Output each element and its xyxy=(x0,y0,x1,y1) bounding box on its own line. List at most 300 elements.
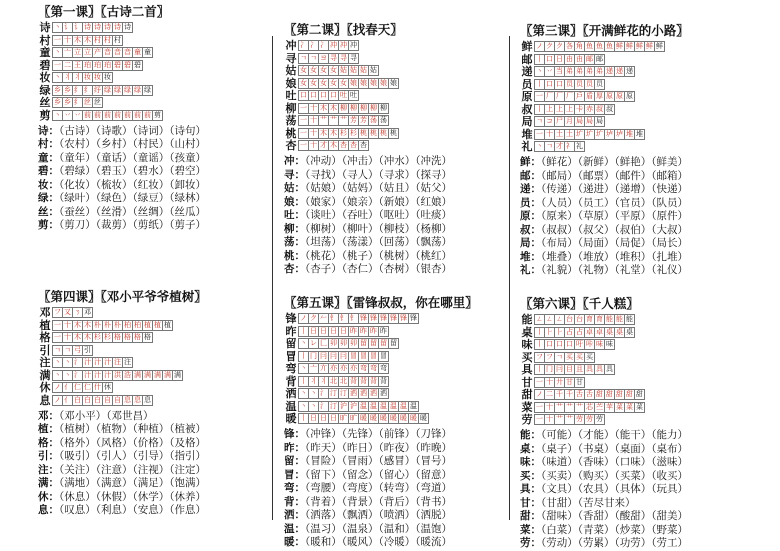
word-row xyxy=(520,524,765,538)
stroke-box: 王 xyxy=(74,60,81,69)
stroke-char: 员 xyxy=(521,77,533,91)
stroke-order-row xyxy=(284,363,529,374)
word-row xyxy=(38,125,283,139)
stroke-box: 一 xyxy=(300,103,307,112)
stroke-box: 冒 xyxy=(380,351,387,360)
stroke-boxes xyxy=(52,370,182,381)
stroke-box: 卯 xyxy=(340,339,347,347)
stroke-box: 温 xyxy=(360,401,367,410)
stroke-box: 叔 xyxy=(606,104,613,113)
stroke-box: 甜 xyxy=(626,390,633,398)
stroke-boxes xyxy=(52,382,112,393)
word-head-char: 弯： xyxy=(284,482,305,494)
stroke-box: 引 xyxy=(84,345,91,354)
stroke-order-row xyxy=(284,90,529,101)
stroke-box: ク xyxy=(310,314,317,322)
stroke-boxes xyxy=(534,104,614,115)
word-examples: （温习）（温泉）（温和）（温饱） xyxy=(305,522,452,535)
stroke-box: 温 xyxy=(410,401,417,410)
stroke-box: 暖 xyxy=(380,414,387,422)
stroke-box: 上 xyxy=(566,104,573,113)
word-examples: （童年）（童话）（童谣）（孩童） xyxy=(59,151,206,164)
stroke-box: 温 xyxy=(400,401,407,410)
stroke-box: 弟 xyxy=(586,67,593,75)
stroke-box: 口 xyxy=(300,91,307,99)
stroke-box: 亣 xyxy=(320,364,327,372)
stroke-char: 堆 xyxy=(521,127,533,141)
stroke-box: 邮 xyxy=(586,54,593,63)
stroke-box: 童 xyxy=(144,48,151,56)
stroke-box: 讠 xyxy=(64,23,71,31)
word-row xyxy=(38,477,283,491)
stroke-box: 格 xyxy=(124,333,131,341)
stroke-box: 日 xyxy=(310,414,317,422)
stroke-box: 暖 xyxy=(410,414,417,422)
stroke-box: 一 xyxy=(54,35,61,44)
stroke-order-row xyxy=(38,60,283,71)
stroke-box: 递 xyxy=(616,67,623,75)
stroke-box: 艹 xyxy=(556,402,563,411)
stroke-box: 丶 xyxy=(310,401,317,410)
stroke-char: 柳 xyxy=(285,101,297,115)
word-examples: （格外）（风格）（价格）（及格） xyxy=(59,436,206,449)
stroke-box: 冃 xyxy=(340,351,347,360)
stroke-box: 丨 xyxy=(300,376,307,385)
stroke-boxes xyxy=(534,54,604,65)
word-examples: （叹息）（利息）（安息）（作息） xyxy=(59,504,206,516)
word-head-char: 碧： xyxy=(38,165,59,177)
stroke-box: 匚 xyxy=(320,339,327,347)
stroke-box: ㄥ xyxy=(546,315,553,323)
lesson-5 xyxy=(284,295,529,550)
stroke-box: 口 xyxy=(556,79,563,88)
stroke-boxes xyxy=(52,395,152,406)
word-row xyxy=(284,469,529,483)
stroke-box: 丨 xyxy=(536,104,543,113)
stroke-box: 廾 xyxy=(556,377,563,386)
stroke-box: 日 xyxy=(330,326,337,335)
stroke-box: 丨 xyxy=(536,79,543,88)
stroke-order-row xyxy=(520,104,765,115)
stroke-box: 原 xyxy=(606,92,613,100)
stroke-box: ノ xyxy=(536,42,543,50)
stroke-box: 卯 xyxy=(350,339,357,347)
stroke-box: 咔 xyxy=(586,340,593,348)
word-examples: （可能）（才能）（能干）（能力） xyxy=(541,429,688,441)
stroke-boxes xyxy=(52,320,172,331)
stroke-box: ㄱ xyxy=(534,116,545,127)
stroke-box: 冃 xyxy=(330,351,337,360)
stroke-char: 背 xyxy=(285,374,297,388)
word-row xyxy=(520,497,765,511)
stroke-box: 妆 xyxy=(104,73,111,81)
stroke-box: 月 xyxy=(566,117,573,125)
word-head-char: 休： xyxy=(38,490,59,503)
stroke-order-row xyxy=(38,22,283,33)
word-examples: （剪刀）（裁剪）（剪纸）（剪子） xyxy=(59,219,206,231)
stroke-box: 邮 xyxy=(596,54,603,63)
stroke-box: 洪 xyxy=(114,370,121,379)
word-row xyxy=(520,210,765,224)
word-row xyxy=(284,196,529,210)
stroke-box: 暖 xyxy=(370,414,377,422)
word-row xyxy=(520,251,765,265)
stroke-order-row xyxy=(520,377,765,388)
stroke-boxes xyxy=(298,103,388,114)
stroke-boxes xyxy=(298,351,388,362)
stroke-box: 台 xyxy=(566,315,573,323)
stroke-box: 丶 xyxy=(300,389,307,397)
stroke-box: 卡 xyxy=(576,104,583,113)
stroke-boxes xyxy=(298,326,388,337)
stroke-box: 一 xyxy=(536,377,543,386)
stroke-box: 洒 xyxy=(350,389,357,397)
stroke-box: 汁 xyxy=(104,370,111,379)
stroke-box: 姑 xyxy=(370,66,377,74)
stroke-box: 亦 xyxy=(340,364,347,372)
stroke-box: 十 xyxy=(546,377,553,386)
stroke-box: 丶 xyxy=(54,73,61,81)
word-examples: （传递）（递进）（递增）（快递） xyxy=(541,183,688,195)
word-row xyxy=(284,496,529,510)
stroke-order-row xyxy=(38,382,283,393)
stroke-box: 满 xyxy=(174,370,181,379)
word-head-char: 昨： xyxy=(284,441,305,454)
stroke-box: 丨 xyxy=(536,54,543,63)
stroke-box: 锋 xyxy=(410,314,417,322)
stroke-box: 旷 xyxy=(350,414,357,422)
stroke-box: 满 xyxy=(144,370,151,379)
stroke-box: 育 xyxy=(596,315,603,323)
word-row xyxy=(38,504,283,518)
stroke-box: 前 xyxy=(124,110,131,119)
stroke-box: レ xyxy=(310,339,317,347)
stroke-boxes xyxy=(534,327,634,338)
word-row xyxy=(284,236,529,250)
stroke-boxes xyxy=(534,377,584,388)
stroke-box: ク xyxy=(546,42,553,50)
stroke-char: 劳 xyxy=(521,413,533,426)
stroke-box: 杏 xyxy=(360,141,367,149)
stroke-box: 钅 xyxy=(340,314,347,322)
stroke-char: 杏 xyxy=(285,139,297,152)
stroke-box: 一 xyxy=(536,415,543,423)
word-head-char: 味： xyxy=(520,456,541,468)
stroke-box: 前 xyxy=(134,110,141,119)
stroke-box: 卯 xyxy=(330,339,337,347)
stroke-box: 背 xyxy=(370,376,377,385)
stroke-box: 丶 xyxy=(536,142,543,150)
stroke-box: 丶 xyxy=(300,364,307,372)
stroke-box: フ xyxy=(536,352,543,361)
stroke-box: 弯 xyxy=(360,364,367,372)
stroke-box: 柳 xyxy=(350,103,357,112)
stroke-box: 角 xyxy=(576,42,583,50)
stroke-box: 沪 xyxy=(350,401,357,410)
stroke-boxes xyxy=(52,357,132,368)
stroke-box: 弟 xyxy=(566,67,573,75)
word-head-char: 满： xyxy=(38,477,59,489)
word-row xyxy=(520,510,765,524)
stroke-box: 口 xyxy=(320,91,327,99)
stroke-box: 艹 xyxy=(576,402,583,411)
stroke-box: 冫 xyxy=(320,41,327,49)
word-row xyxy=(520,170,765,184)
word-row xyxy=(520,456,765,470)
stroke-char: 吐 xyxy=(285,89,297,102)
stroke-char: 鲜 xyxy=(521,40,533,53)
stroke-char: 息 xyxy=(39,393,51,407)
stroke-box: 北 xyxy=(330,376,337,385)
stroke-box: 柏 xyxy=(124,320,131,329)
stroke-box: 冒 xyxy=(370,351,377,360)
word-list xyxy=(284,155,529,277)
stroke-char: 寻 xyxy=(285,51,297,65)
stroke-box: 姑 xyxy=(350,66,357,74)
word-head-char: 原： xyxy=(520,210,541,222)
stroke-box: 桃 xyxy=(390,128,397,137)
stroke-char: 桌 xyxy=(521,325,533,339)
stroke-box: 绿 xyxy=(144,85,151,94)
stroke-box: 丶 xyxy=(54,370,61,379)
stroke-order-row xyxy=(38,357,283,368)
word-row xyxy=(38,179,283,193)
stroke-box: 女 xyxy=(330,78,337,87)
stroke-box: 纟 xyxy=(84,85,91,94)
stroke-order-row xyxy=(520,116,765,127)
stroke-char: 邮 xyxy=(521,52,533,66)
stroke-box: 员 xyxy=(596,79,603,88)
word-head-char: 杏： xyxy=(284,263,305,275)
stroke-box: 氵 xyxy=(320,389,327,397)
stroke-box: 昨 xyxy=(350,326,357,335)
stroke-box: 妆 xyxy=(84,73,91,81)
stroke-box: 女 xyxy=(330,66,337,74)
word-examples: （鲜花）（新鲜）（鲜艳）（鲜美） xyxy=(541,156,688,168)
stroke-box: 木 xyxy=(84,320,91,329)
word-row xyxy=(284,250,529,264)
word-head-char: 诗： xyxy=(38,124,59,137)
stroke-boxes xyxy=(298,65,378,76)
stroke-box: 冲 xyxy=(350,41,357,49)
stroke-box: 艹 xyxy=(566,402,573,411)
word-row xyxy=(520,429,765,443)
word-row xyxy=(38,464,283,478)
stroke-boxes xyxy=(534,414,604,425)
stroke-box: 当 xyxy=(556,67,563,75)
stroke-box: 味 xyxy=(606,340,613,348)
stroke-box: コ xyxy=(546,117,553,125)
stroke-char: 村 xyxy=(39,33,51,47)
stroke-box: 注 xyxy=(124,358,131,366)
stroke-box: 各 xyxy=(566,42,573,50)
stroke-box: 才 xyxy=(556,142,563,150)
stroke-box: 暖 xyxy=(420,414,427,422)
stroke-box: 礻 xyxy=(566,142,573,150)
stroke-box: 木 xyxy=(320,128,327,137)
word-row xyxy=(38,423,283,437)
word-examples: （寻找）（寻人）（寻求）（探寻） xyxy=(305,168,452,181)
stroke-box: 十 xyxy=(546,402,553,411)
stroke-box: 杉 xyxy=(350,128,357,137)
stroke-box: 什 xyxy=(94,383,101,391)
stroke-box: 味 xyxy=(596,340,603,348)
word-head-char: 桌： xyxy=(520,442,541,455)
stroke-box: 戶 xyxy=(576,92,583,100)
stroke-box: 一 xyxy=(54,60,61,69)
stroke-box: 纟 xyxy=(74,98,81,106)
stroke-box: 前 xyxy=(104,110,111,119)
stroke-order-row xyxy=(284,401,529,412)
word-examples: （古诗）（诗歌）（诗词）（诗句） xyxy=(59,124,206,137)
stroke-box: 娘 xyxy=(390,78,397,87)
stroke-box: 芳 xyxy=(360,116,367,124)
word-head-char: 注： xyxy=(38,463,59,476)
stroke-box: 丬 xyxy=(64,73,71,81)
stroke-box: 杉 xyxy=(340,128,347,137)
stroke-box: 息 xyxy=(144,395,151,404)
stroke-char: 昨 xyxy=(285,324,297,338)
stroke-box: 荡 xyxy=(370,116,377,124)
stroke-box: 丨 xyxy=(536,365,543,373)
word-head-char: 递： xyxy=(520,183,541,195)
stroke-order-row xyxy=(284,388,529,399)
stroke-box: 剪 xyxy=(154,110,161,119)
stroke-box: 讠 xyxy=(74,23,81,31)
lesson-title: 〖第二课〗〖找春天〗 xyxy=(284,22,403,37)
stroke-box: 丶 xyxy=(300,339,307,347)
stroke-box: 产 xyxy=(94,48,101,56)
word-list xyxy=(38,410,283,518)
stroke-boxes xyxy=(534,141,584,152)
stroke-boxes xyxy=(534,314,634,325)
word-row xyxy=(284,455,529,469)
stroke-char: 姑 xyxy=(285,64,297,77)
word-examples: （植树）（植物）（种植）（植被） xyxy=(59,423,206,435)
stroke-char: 妆 xyxy=(39,71,51,84)
stroke-box: 丶 xyxy=(300,401,307,410)
stroke-order-row xyxy=(284,326,529,337)
stroke-box: 上 xyxy=(556,104,563,113)
stroke-box: 丨 xyxy=(536,340,543,348)
stroke-box: 娘 xyxy=(370,78,377,87)
stroke-box: 日 xyxy=(556,54,563,63)
stroke-box: 日 xyxy=(330,414,337,422)
word-examples: （绿叶）（绿色）（绿豆）（绿林） xyxy=(59,192,206,204)
stroke-boxes xyxy=(52,60,142,71)
stroke-box: 丶 xyxy=(54,23,61,31)
stroke-order-row xyxy=(38,110,283,121)
stroke-box: 一 xyxy=(54,320,61,329)
stroke-box: 木 xyxy=(330,128,337,137)
word-examples: （人员）（员工）（官员）（队员） xyxy=(541,196,688,209)
stroke-box: 艹 xyxy=(566,415,573,423)
stroke-order-row xyxy=(38,370,283,381)
stroke-char: 桃 xyxy=(285,126,297,140)
stroke-box: 一 xyxy=(536,129,543,138)
stroke-char: 娘 xyxy=(285,76,297,90)
stroke-char: 原 xyxy=(521,90,533,103)
stroke-char: 丝 xyxy=(39,96,51,109)
stroke-box: 桌 xyxy=(626,327,633,336)
stroke-box: 艹 xyxy=(320,116,327,124)
stroke-box: 十 xyxy=(310,141,317,149)
stroke-order-row xyxy=(520,339,765,350)
stroke-boxes xyxy=(298,338,398,349)
stroke-box: 锋 xyxy=(380,314,387,322)
stroke-box: 能 xyxy=(616,315,623,323)
stroke-char: 弯 xyxy=(285,362,297,375)
word-examples: （甜味）（香甜）（酸甜）（甜美） xyxy=(541,510,688,522)
stroke-box: フ xyxy=(546,352,553,361)
stroke-box: 且 xyxy=(576,365,583,373)
stroke-box: 前 xyxy=(114,110,121,119)
stroke-char: 能 xyxy=(521,313,533,326)
stroke-box: 口 xyxy=(546,54,553,63)
stroke-box: 旷 xyxy=(340,414,347,422)
stroke-box: 桃 xyxy=(370,128,377,137)
stroke-box: 冲 xyxy=(330,41,337,49)
word-row xyxy=(38,206,283,220)
word-examples: （满地）（满意）（满足）（饱满） xyxy=(59,477,206,489)
stroke-box: 千 xyxy=(566,390,573,398)
stroke-box: 弟 xyxy=(576,67,583,75)
word-examples: （暖和）（暖风）（冷暖）（暖流） xyxy=(305,536,452,548)
word-head-char: 温： xyxy=(284,522,305,535)
word-head-char: 邮： xyxy=(520,169,541,182)
word-head-char: 丝： xyxy=(38,205,59,218)
word-row xyxy=(284,523,529,537)
stroke-box: 满 xyxy=(164,370,171,379)
stroke-box: 诗 xyxy=(124,23,131,31)
word-row xyxy=(520,237,765,251)
stroke-box: 冃 xyxy=(556,365,563,373)
stroke-order-row xyxy=(520,389,765,400)
stroke-order-row xyxy=(38,345,283,356)
stroke-box: 寻 xyxy=(350,53,357,62)
word-head-char: 柳： xyxy=(284,222,305,235)
stroke-order-row xyxy=(520,91,765,102)
stroke-order-row xyxy=(284,313,529,324)
stroke-box: 满 xyxy=(154,370,161,379)
stroke-box: 员 xyxy=(586,79,593,88)
stroke-box: 厂 xyxy=(546,92,553,100)
stroke-box: 丶 xyxy=(54,110,61,119)
word-head-char: 洒： xyxy=(284,509,305,521)
stroke-box: 千 xyxy=(556,390,563,398)
lesson-title: 〖第一课〗〖古诗二首〗 xyxy=(38,4,170,19)
stroke-box: 口 xyxy=(330,91,337,99)
stroke-box: 鲜 xyxy=(626,42,633,50)
word-row xyxy=(520,197,765,211)
stroke-order-row xyxy=(520,352,765,363)
stroke-boxes xyxy=(534,402,644,413)
lesson-4 xyxy=(38,289,283,518)
stroke-box: 堆 xyxy=(626,129,633,138)
stroke-box: 厚 xyxy=(596,92,603,100)
stroke-order-row xyxy=(520,79,765,90)
stroke-box: 劳 xyxy=(596,415,603,423)
stroke-box: 注 xyxy=(114,358,121,366)
stroke-char: 冲 xyxy=(285,39,297,52)
stroke-box: 卓 xyxy=(596,327,603,336)
stroke-box: 艹 xyxy=(556,415,563,423)
stroke-box: 珀 xyxy=(94,60,101,69)
word-examples: （桃花）（桃子）（桃树）（桃红） xyxy=(305,249,452,262)
stroke-box: 占 xyxy=(576,327,583,336)
stroke-char: 甘 xyxy=(521,375,533,389)
stroke-box: 女 xyxy=(310,78,317,87)
